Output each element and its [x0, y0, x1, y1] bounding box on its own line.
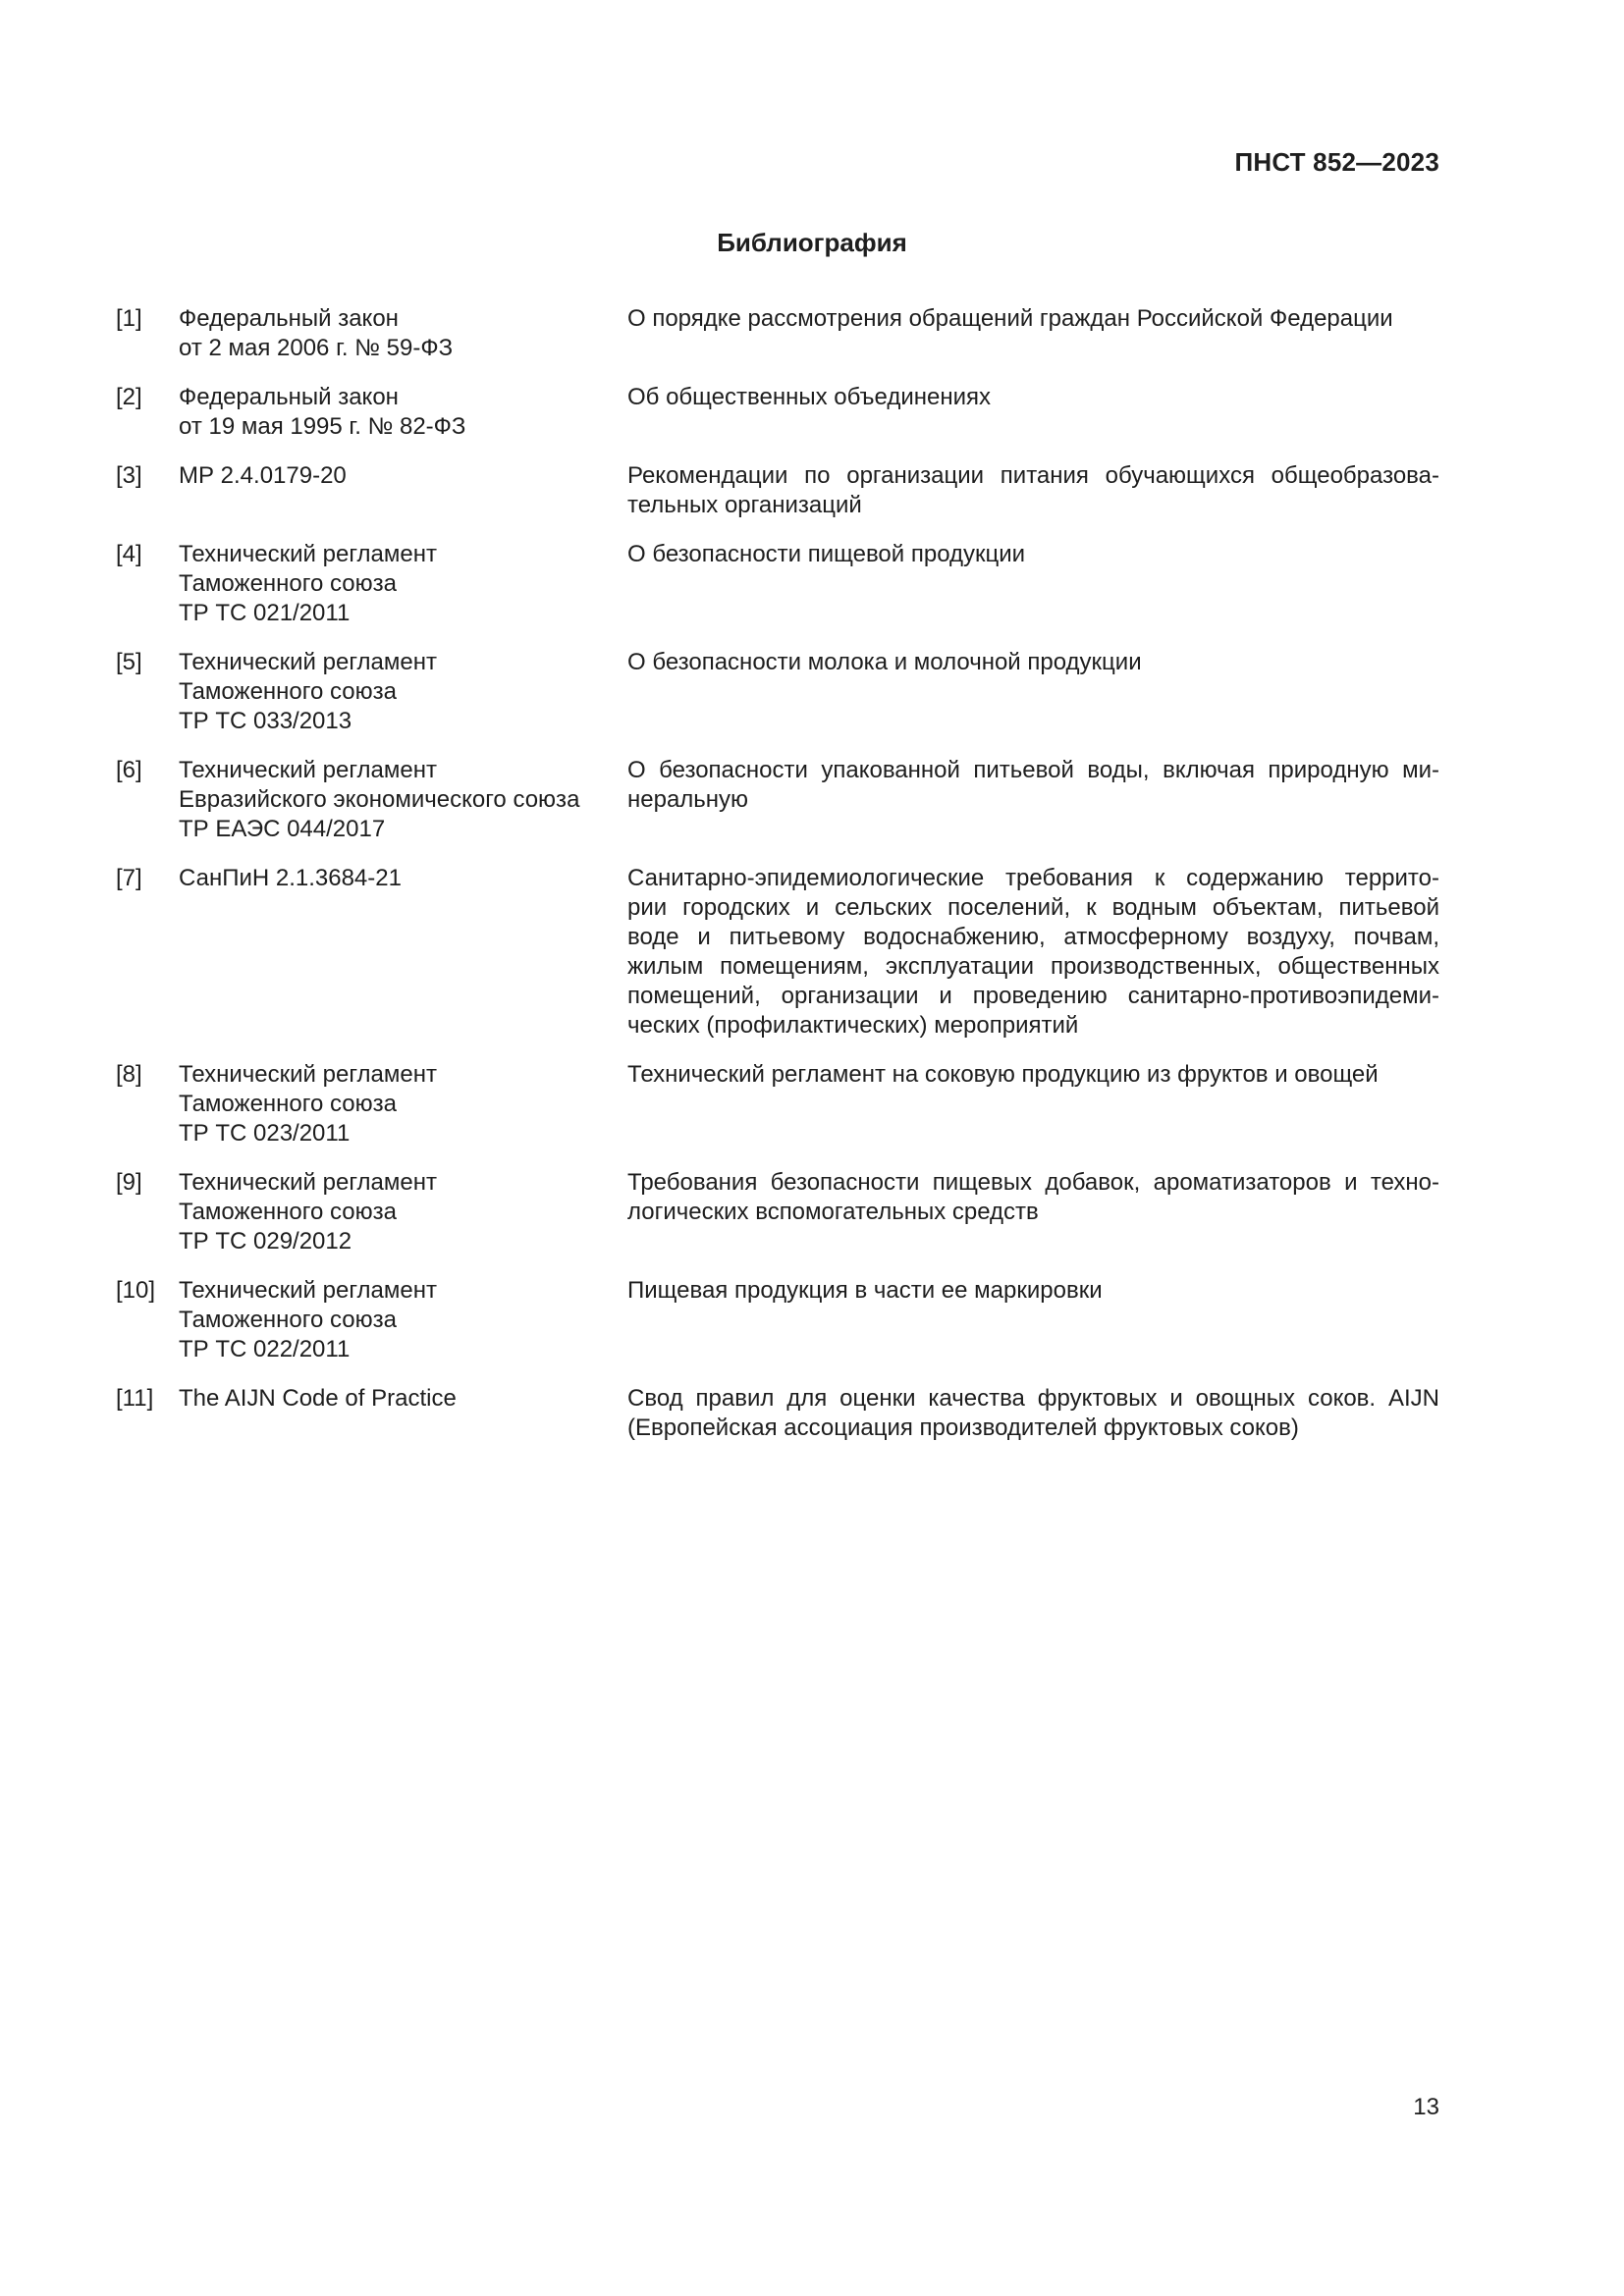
entry-description-line: логических вспомогательных средств: [627, 1199, 1039, 1225]
entry-number: [2]: [116, 384, 142, 410]
entry-number: [1]: [116, 305, 142, 332]
entry-description: [627, 304, 1439, 363]
entry-description-line: Пищевая продукция в части ее маркировки: [627, 1277, 1103, 1304]
entry-description: [627, 461, 1439, 520]
entry-description-line: Рекомендации по организации питания обучающихся общеобразова-: [627, 462, 1439, 489]
entry-number: [4]: [116, 541, 142, 567]
entry-number: [9]: [116, 1169, 142, 1196]
document-code: ПНСТ 852—2023: [1234, 147, 1439, 177]
bibliography-entry: [116, 756, 1439, 844]
entry-description-line: воде и питьевому водоснабжению, атмосферному воздуху, почвам,: [627, 924, 1439, 950]
entry-description: [627, 1384, 1439, 1443]
entry-description: [627, 864, 1439, 1041]
entry-source: Технический регламент Таможенного союза ТР ТС 033/2013: [179, 649, 437, 734]
entry-description-line: неральную: [627, 786, 749, 813]
bibliography-entry: [116, 1276, 1439, 1364]
bibliography-entry: [116, 864, 1439, 1041]
bibliography-entry: [116, 648, 1439, 736]
entry-source: Технический регламент Таможенного союза ТР ТС 023/2011: [179, 1061, 437, 1147]
entry-description-line: Санитарно-эпидемиологические требования к содержанию террито-: [627, 865, 1439, 891]
entry-description-line: жилым помещениям, эксплуатации производственных, общественных: [627, 953, 1439, 980]
entry-description-line: Об общественных объединениях: [627, 384, 992, 410]
entry-source: Технический регламент Таможенного союза ТР ТС 021/2011: [179, 541, 437, 626]
entry-description: [627, 756, 1439, 844]
entry-number: [7]: [116, 865, 142, 891]
bibliography-entry: [116, 1060, 1439, 1148]
entry-number: [5]: [116, 649, 142, 675]
bibliography-entry: [116, 1384, 1439, 1443]
entry-description: [627, 540, 1439, 628]
entry-description-line: Свод правил для оценки качества фруктовых и овощных соков. AIJN: [627, 1385, 1439, 1412]
bibliography-entry: [116, 1168, 1439, 1256]
entry-source: МР 2.4.0179-20: [179, 462, 347, 489]
entry-description-line: О порядке рассмотрения обращений граждан Российской Федерации: [627, 305, 1393, 332]
entry-number: [10]: [116, 1277, 156, 1304]
entry-description-line: (Европейская ассоциация производителей фруктовых соков): [627, 1415, 1299, 1441]
entry-description: [627, 648, 1439, 736]
entry-source: Федеральный закон от 19 мая 1995 г. № 82-ФЗ: [179, 384, 466, 440]
page-title: Библиография: [717, 228, 907, 257]
entry-description: [627, 1276, 1439, 1364]
entry-description-line: ческих (профилактических) мероприятий: [627, 1012, 1079, 1039]
bibliography-entry: [116, 383, 1439, 442]
entry-source: Технический регламент Таможенного союза ТР ТС 022/2011: [179, 1277, 437, 1362]
entry-description: [627, 1060, 1439, 1148]
entry-source: Федеральный закон от 2 мая 2006 г. № 59-ФЗ: [179, 305, 454, 361]
entry-description-line: О безопасности упакованной питьевой воды, включая природную ми-: [627, 757, 1439, 783]
entry-source: Технический регламент Евразийского экономического союза ТР ЕАЭС 044/2017: [179, 757, 580, 842]
bibliography-entry: [116, 461, 1439, 520]
page-number: 13: [1413, 2094, 1439, 2120]
entry-description-line: Требования безопасности пищевых добавок, ароматизаторов и техно-: [627, 1169, 1439, 1196]
entry-source: СанПиН 2.1.3684-21: [179, 865, 402, 891]
entry-number: [6]: [116, 757, 142, 783]
entry-description-line: помещений, организации и проведению санитарно-противоэпидеми-: [627, 983, 1439, 1009]
bibliography-list: [116, 304, 1439, 1463]
entry-number: [11]: [116, 1385, 154, 1412]
entry-number: [3]: [116, 462, 142, 489]
entry-source: Технический регламент Таможенного союза ТР ТС 029/2012: [179, 1169, 437, 1255]
entry-source: The AIJN Code of Practice: [179, 1385, 457, 1412]
entry-description-line: О безопасности молока и молочной продукции: [627, 649, 1142, 675]
bibliography-entry: [116, 540, 1439, 628]
entry-number: [8]: [116, 1061, 142, 1088]
entry-description-line: рии городских и сельских поселений, к водным объектам, питьевой: [627, 894, 1439, 921]
entry-description: [627, 1168, 1439, 1256]
entry-description-line: тельных организаций: [627, 492, 862, 518]
entry-description-line: Технический регламент на соковую продукцию из фруктов и овощей: [627, 1061, 1379, 1088]
entry-description: [627, 383, 1439, 442]
bibliography-entry: [116, 304, 1439, 363]
entry-description-line: О безопасности пищевой продукции: [627, 541, 1026, 567]
